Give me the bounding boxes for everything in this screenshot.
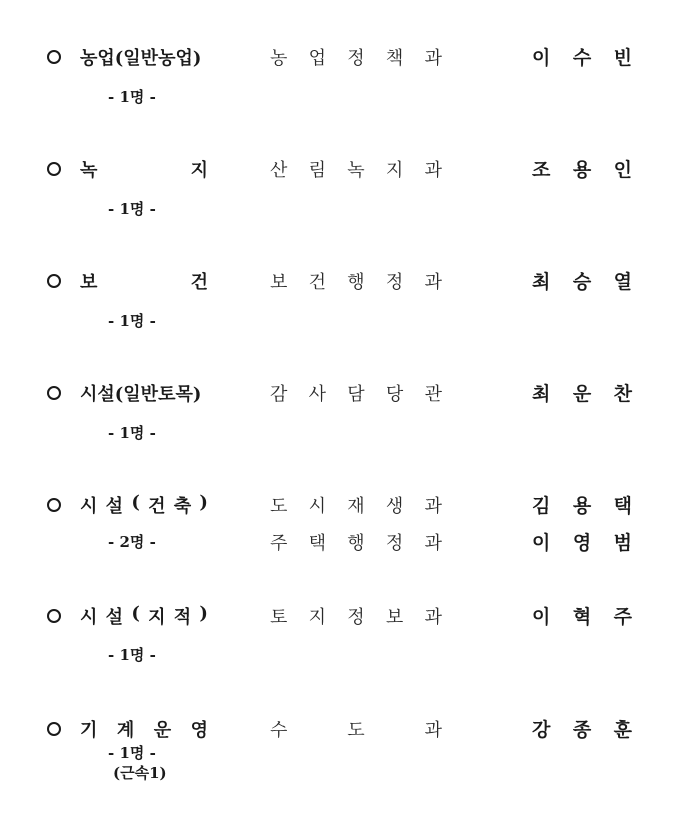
field-label <box>80 268 208 294</box>
circle-bullet-icon <box>47 50 61 64</box>
character: 훈 <box>613 719 632 741</box>
character: ( <box>131 492 140 513</box>
character: 업 <box>308 48 327 69</box>
character: 지 <box>190 160 208 181</box>
department <box>270 716 442 742</box>
character: 건 <box>190 272 208 293</box>
character: 생 <box>385 496 404 517</box>
person-name <box>532 155 632 182</box>
character: 과 <box>424 720 442 741</box>
field-label <box>80 492 208 518</box>
department <box>270 603 442 629</box>
character: 사 <box>308 384 327 405</box>
character: 운 <box>572 383 592 405</box>
person-name <box>532 602 632 629</box>
person-name <box>532 267 632 294</box>
character: 설 <box>105 607 124 628</box>
circle-bullet-icon <box>47 162 61 176</box>
entry-health <box>0 268 674 378</box>
character: 범 <box>613 532 632 554</box>
character: 최 <box>532 383 551 405</box>
character: 건 <box>308 272 327 293</box>
character: 계 <box>116 720 135 741</box>
character: 토 <box>270 607 288 628</box>
character: 녹 <box>80 160 98 181</box>
character: 당 <box>385 384 404 405</box>
character: 종 <box>572 719 592 741</box>
department <box>270 156 442 182</box>
department <box>270 529 442 555</box>
headcount: - 1명 - <box>108 200 156 218</box>
character: 재 <box>347 496 365 517</box>
character: 운 <box>153 720 172 741</box>
circle-bullet-icon <box>47 609 61 623</box>
character: 기 <box>80 720 98 741</box>
field-label: 농업(일반농업) <box>80 48 202 69</box>
character: 적 <box>173 607 192 628</box>
character: 행 <box>347 533 365 554</box>
character: 택 <box>308 533 327 554</box>
field-label: 시설(일반토목) <box>80 384 202 405</box>
character: 시 <box>80 607 98 628</box>
character: 찬 <box>613 383 632 405</box>
entry-cadastral <box>0 603 674 713</box>
character: 주 <box>613 606 632 628</box>
person-name <box>532 491 632 518</box>
character: 행 <box>347 272 365 293</box>
character: 책 <box>385 48 404 69</box>
entry-civil <box>0 380 674 490</box>
character: 정 <box>385 272 404 293</box>
character: 용 <box>572 159 592 181</box>
entry-architecture <box>0 492 674 602</box>
character: 수 <box>572 47 592 69</box>
character: 주 <box>270 533 288 554</box>
field-label <box>80 603 208 629</box>
character: 건 <box>148 496 166 517</box>
character: 도 <box>347 720 365 741</box>
character: 택 <box>613 495 632 517</box>
character: 정 <box>347 48 365 69</box>
entry-greenery <box>0 156 674 266</box>
character: 과 <box>424 272 442 293</box>
character: 영 <box>572 532 592 554</box>
character: 시 <box>80 496 98 517</box>
character: 과 <box>424 48 442 69</box>
person-name <box>532 379 632 406</box>
character: 최 <box>532 271 551 293</box>
headcount: - 1명 - <box>108 312 156 330</box>
headcount: - 1명 - <box>108 424 156 442</box>
character: 관 <box>424 384 442 405</box>
circle-bullet-icon <box>47 722 61 736</box>
character: 지 <box>308 607 327 628</box>
headcount: - 2명 - <box>108 533 156 551</box>
character: 보 <box>270 272 288 293</box>
character: 빈 <box>613 47 632 69</box>
department <box>270 492 442 518</box>
character: ) <box>199 603 208 624</box>
character: 보 <box>385 607 404 628</box>
department <box>270 268 442 294</box>
character: ) <box>199 492 208 513</box>
person-name <box>532 528 632 555</box>
character: 과 <box>424 607 442 628</box>
character: 감 <box>270 384 288 405</box>
character: 설 <box>105 496 124 517</box>
person-name <box>532 715 632 742</box>
person-name <box>532 43 632 70</box>
circle-bullet-icon <box>47 274 61 288</box>
character: 담 <box>347 384 365 405</box>
character: 산 <box>270 160 288 181</box>
character: 지 <box>148 607 166 628</box>
character: 과 <box>424 496 442 517</box>
character: 정 <box>347 607 365 628</box>
circle-bullet-icon <box>47 386 61 400</box>
character: 용 <box>572 495 592 517</box>
entry-machinery <box>0 716 674 826</box>
character: 영 <box>190 720 208 741</box>
character: 이 <box>532 532 551 554</box>
field-label <box>80 156 208 182</box>
character: 김 <box>532 495 551 517</box>
character: 강 <box>532 719 551 741</box>
department <box>270 380 442 406</box>
entry-agriculture <box>0 44 674 154</box>
headcount: - 1명 - <box>108 744 156 762</box>
character: 보 <box>80 272 98 293</box>
character: 녹 <box>347 160 365 181</box>
character: 시 <box>308 496 327 517</box>
character: 수 <box>270 720 288 741</box>
character: 이 <box>532 606 551 628</box>
character: 지 <box>385 160 404 181</box>
character: 도 <box>270 496 288 517</box>
character: 조 <box>532 159 551 181</box>
character: 혁 <box>572 606 592 628</box>
circle-bullet-icon <box>47 498 61 512</box>
character: 승 <box>572 271 592 293</box>
field-label <box>80 716 208 742</box>
character: 농 <box>270 48 288 69</box>
character: 인 <box>613 159 632 181</box>
character: 정 <box>385 533 404 554</box>
character: 축 <box>173 496 192 517</box>
character: ( <box>131 603 140 624</box>
headcount: - 1명 - <box>108 646 156 664</box>
character: 림 <box>308 160 327 181</box>
department <box>270 44 442 70</box>
headcount: - 1명 - <box>108 88 156 106</box>
character: 열 <box>613 271 632 293</box>
service-note: (근속1) <box>113 764 167 782</box>
character: 과 <box>424 533 442 554</box>
character: 이 <box>532 47 551 69</box>
character: 과 <box>424 160 442 181</box>
